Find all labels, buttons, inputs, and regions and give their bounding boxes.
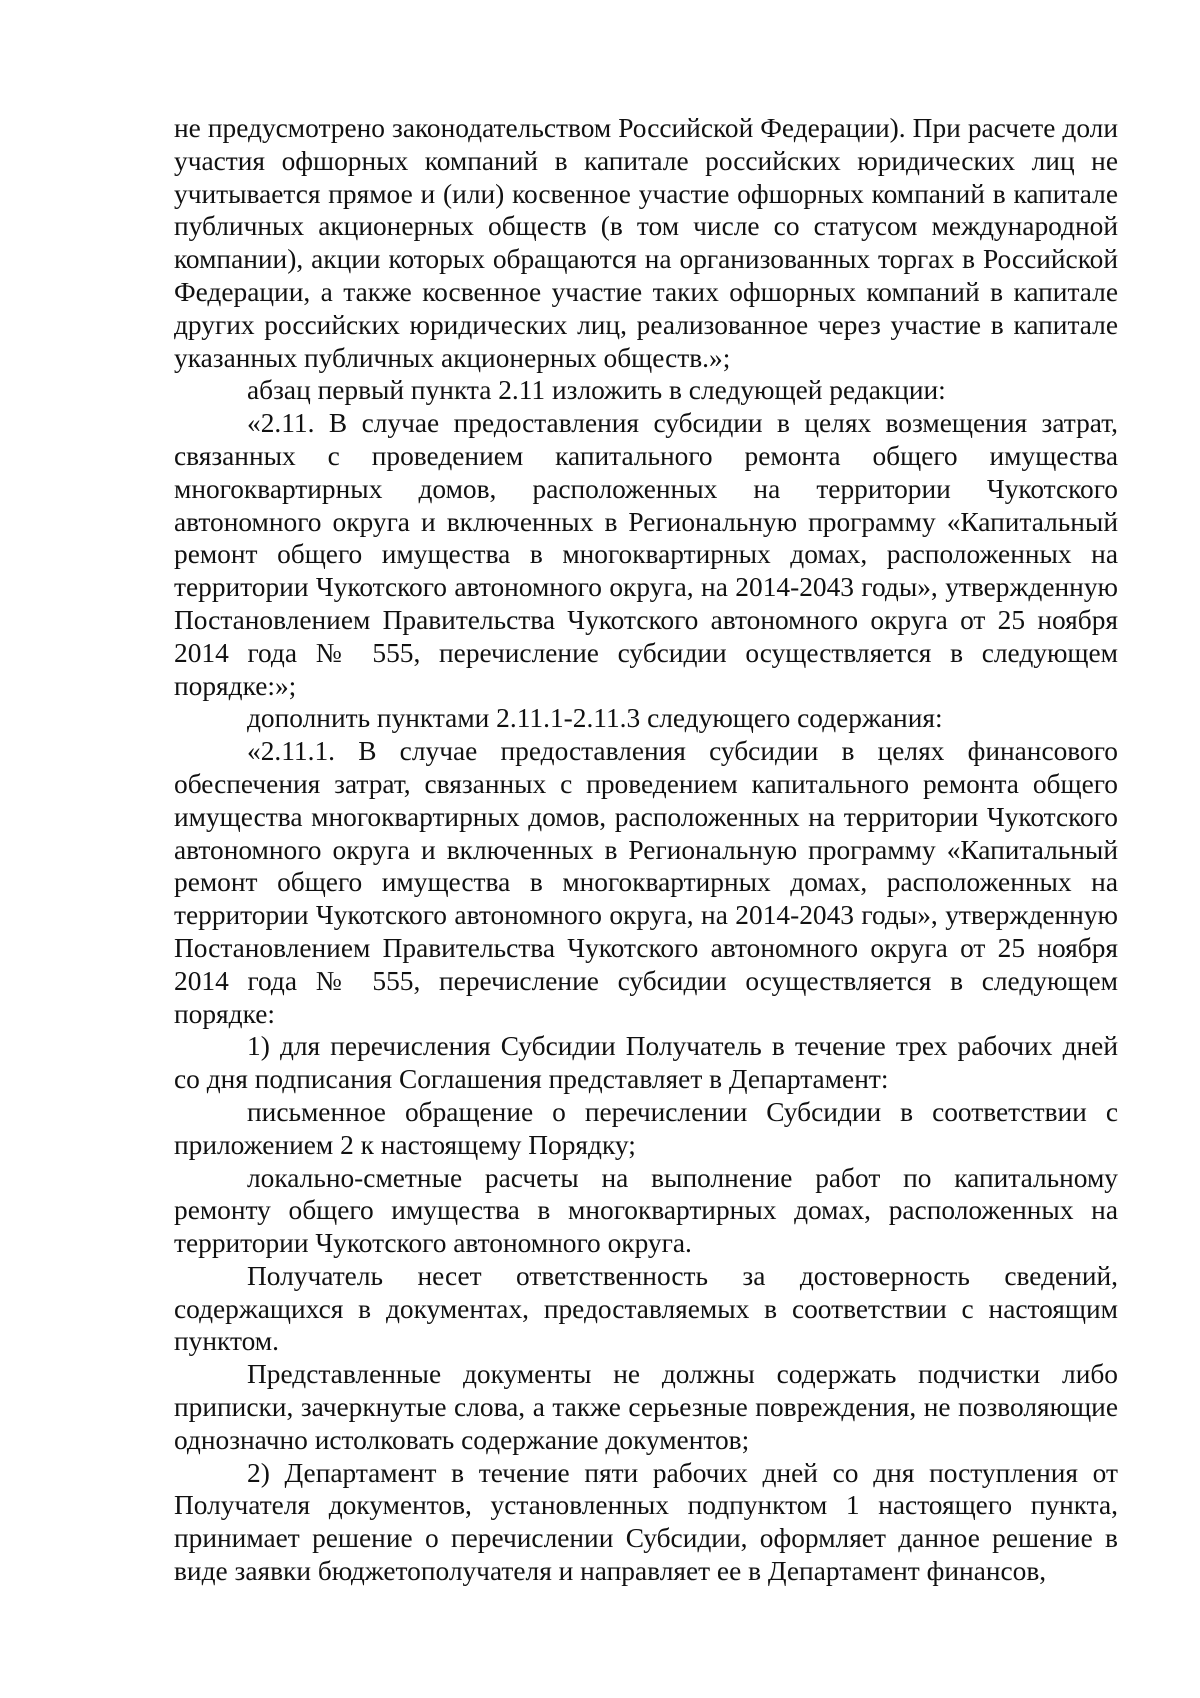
paragraph-written-request: письменное обращение о перечислении Субсидии в соответствии с приложением 2 к настоящему Порядку; (174, 1096, 1118, 1160)
document-page (174, 112, 1118, 1588)
paragraph-clause-2-11-1: «2.11.1. В случае предоставления субсидии в целях финансового обеспечения затрат, связанных с проведением капитального ремонта общего имущества многоквартирных домов, расположенных на территории Чукотского автономного округа и включенных в Региональную программу «Капитальный ремонт общего имущества в многоквартирных домах, расположенных на территории Чукотского автономного округа, на 2014-2043 годы», утвержденную Постановлением Правительства Чукотского автономного округа от 25 ноября 2014 года № 555, перечисление субсидии осуществляется в следующем порядке: (174, 736, 1118, 1029)
paragraph-subitem-2: 2) Департамент в течение пяти рабочих дней со дня поступления от Получателя документов, установленных подпунктом 1 настоящего пункта, принимает решение о перечислении Субсидии, оформляет данное решение в виде заявки бюджетополучателя и направляет ее в Департамент финансов, (174, 1457, 1118, 1587)
paragraph-document-requirements: Представленные документы не должны содержать подчистки либо приписки, зачеркнутые слова, а также серьезные повреждения, не позволяющие однозначно истолковать содержание документов; (174, 1359, 1118, 1455)
paragraph-subitem-1: 1) для перечисления Субсидии Получатель в течение трех рабочих дней со дня подписания Соглашения представляет в Департамент: (174, 1031, 1118, 1095)
paragraph-offshore-participation: не предусмотрено законодательством Российской Федерации). При расчете доли участия офшорных компаний в капитале российских юридических лиц не учитывается прямое и (или) косвенное участие офшорных компаний в капитале публичных акционерных обществ (в том числе со статусом международной компании), акции которых обращаются на организованных торгах в Российской Федерации, а также косвенное участие таких офшорных компаний в капитале других российских юридических лиц, реализованное через участие в капитале указанных публичных акционерных обществ.»; (174, 113, 1118, 373)
paragraph-clause-2-11: «2.11. В случае предоставления субсидии в целях возмещения затрат, связанных с проведением капитального ремонта общего имущества многоквартирных домов, расположенных на территории Чукотского автономного округа и включенных в Региональную программу «Капитальный ремонт общего имущества в многоквартирных домах, расположенных на территории Чукотского автономного округа, на 2014-2043 годы», утвержденную Постановлением Правительства Чукотского автономного округа от 25 ноября 2014 года № 555, перечисление субсидии осуществляется в следующем порядке:»; (174, 408, 1118, 701)
paragraph-cost-estimates: локально-сметные расчеты на выполнение работ по капитальному ремонту общего имущества в многоквартирных домах, расположенных на территории Чукотского автономного округа. (174, 1162, 1118, 1259)
paragraph-add-clauses: дополнить пунктами 2.11.1-2.11.3 следующего содержания: (247, 703, 943, 734)
paragraph-amend-2-11: абзац первый пункта 2.11 изложить в следующей редакции: (247, 375, 946, 406)
paragraph-recipient-responsibility: Получатель несет ответственность за достоверность сведений, содержащихся в документах, предоставляемых в соответствии с настоящим пунктом. (174, 1260, 1118, 1357)
